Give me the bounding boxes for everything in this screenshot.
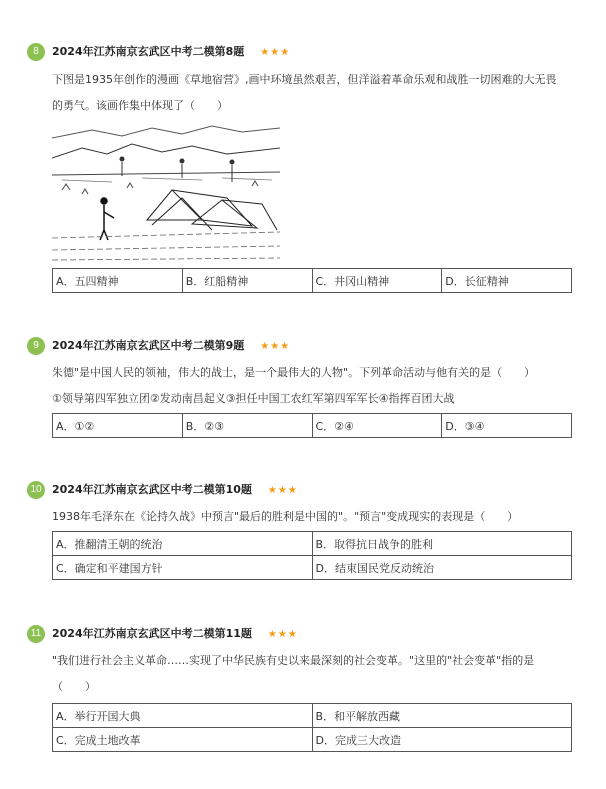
difficulty-stars: ★★★	[267, 629, 298, 640]
stem-line: （ ）	[52, 680, 96, 693]
stem-line: 1938年毛泽东在《论持久战》中预言"最后的胜利是中国的"。"预言"变成现实的表现是（ ）	[52, 510, 519, 523]
question-title[interactable]	[52, 43, 290, 62]
option-c[interactable]: C．确定和平建国方针	[53, 556, 313, 580]
stem-line: 的勇气。该画作集中体现了（ ）	[52, 99, 228, 112]
answer-options	[52, 703, 572, 752]
option-c[interactable]: C．井冈山精神	[312, 269, 442, 293]
question-number-badge: 8	[27, 43, 45, 61]
stem-line: 朱德"是中国人民的领袖，伟大的战士，是一个最伟大的人物"。下列革命活动与他有关的是（ ）	[52, 366, 536, 379]
question-stem	[52, 67, 572, 119]
option-d[interactable]: D．结束国民党反动统治	[312, 556, 572, 580]
option-a[interactable]: A．推翻清王朝的统治	[53, 532, 313, 556]
question-number-badge: 11	[27, 625, 45, 643]
question-number-badge: 10	[27, 481, 45, 499]
option-b[interactable]: B．②③	[182, 414, 312, 438]
option-a[interactable]: A．五四精神	[53, 269, 183, 293]
question-number-badge: 9	[27, 337, 45, 355]
option-d[interactable]: D．③④	[442, 414, 572, 438]
option-b[interactable]: B．红船精神	[182, 269, 312, 293]
option-a[interactable]: A．举行开国大典	[53, 704, 313, 728]
answer-options	[52, 531, 572, 580]
option-c[interactable]: C．完成土地改革	[53, 728, 313, 752]
option-c[interactable]: C．②④	[312, 414, 442, 438]
question-stem	[52, 504, 572, 530]
question-title-text[interactable]: 2024年江苏南京玄武区中考二模第11题	[52, 627, 252, 640]
cartoon-illustration	[52, 120, 280, 268]
question-stem	[52, 648, 572, 700]
question-title-text[interactable]: 2024年江苏南京玄武区中考二模第10题	[52, 483, 252, 496]
question-title[interactable]	[52, 337, 290, 356]
difficulty-stars: ★★★	[260, 47, 291, 58]
stem-line: 下图是1935年创作的漫画《草地宿营》,画中环境虽然艰苦，但洋溢着革命乐观和战胜一切困难的大无畏	[52, 73, 557, 86]
question-stem	[52, 360, 572, 412]
stem-line: "我们进行社会主义革命……实现了中华民族有史以来最深刻的社会变革。"这里的"社会变革"指的是	[52, 654, 535, 667]
answer-options	[52, 413, 572, 438]
difficulty-stars: ★★★	[260, 341, 291, 352]
answer-options	[52, 268, 572, 293]
option-b[interactable]: B．取得抗日战争的胜利	[312, 532, 572, 556]
option-a[interactable]: A．①②	[53, 414, 183, 438]
question-title[interactable]	[52, 625, 298, 644]
difficulty-stars: ★★★	[267, 485, 298, 496]
stem-line: ①领导第四军独立团②发动南昌起义③担任中国工农红军第四军军长④指挥百团大战	[52, 392, 455, 405]
question-title-text[interactable]: 2024年江苏南京玄武区中考二模第9题	[52, 339, 245, 352]
option-d[interactable]: D．长征精神	[442, 269, 572, 293]
option-d[interactable]: D．完成三大改造	[312, 728, 572, 752]
question-title-text[interactable]: 2024年江苏南京玄武区中考二模第8题	[52, 45, 245, 58]
option-b[interactable]: B．和平解放西藏	[312, 704, 572, 728]
question-title[interactable]	[52, 481, 298, 500]
